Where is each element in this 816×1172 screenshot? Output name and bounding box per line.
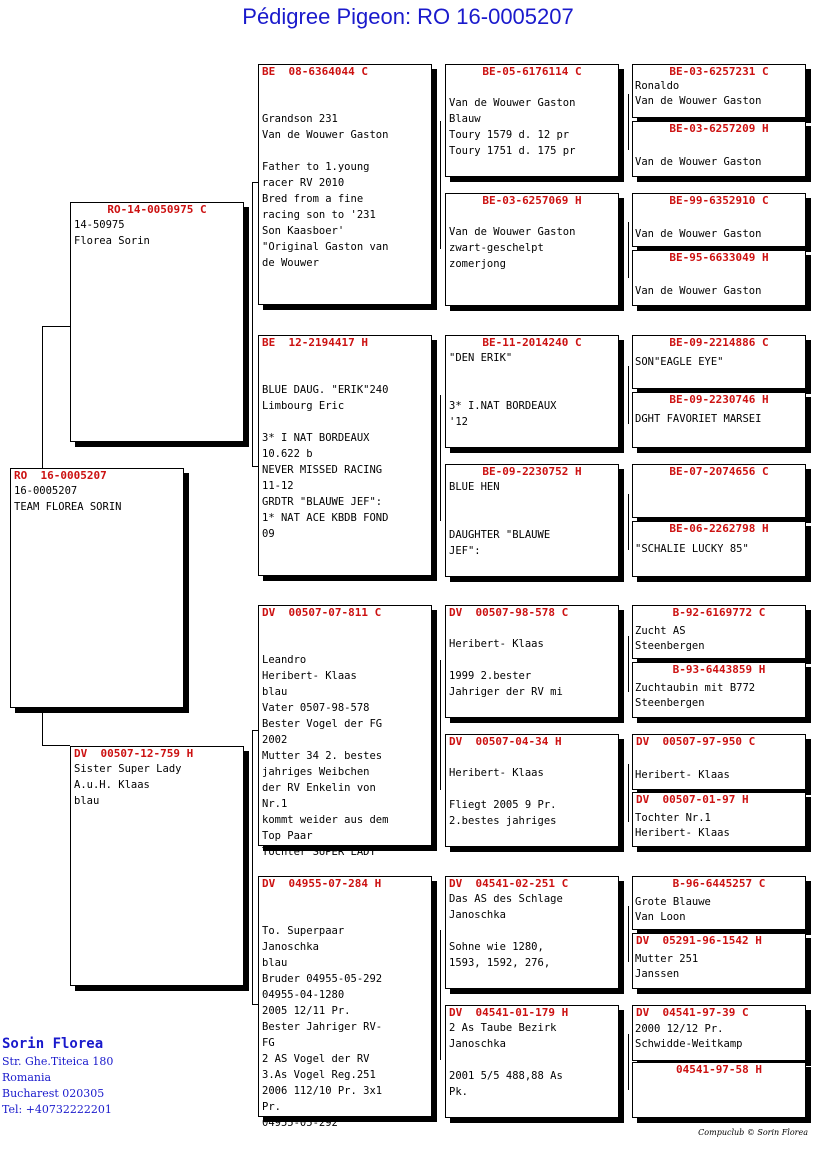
pigeon-card-g6: BE-09-2230746 H DGHT FAVORIET MARSEI: [632, 392, 806, 448]
pigeon-info: 2 As Taube Bezirk Janoschka 2001 5/5 488,88 As Pk.: [449, 1022, 563, 1098]
ring-number: BE-95-6633049 H: [669, 251, 769, 264]
pigeon-card-subject: [10, 468, 184, 708]
ring-number: DV 00507-04-34 H: [449, 735, 562, 748]
pigeon-card-g8: BE-06-2262798 H "SCHALIE LUCKY 85": [632, 521, 806, 577]
ring-number: BE-05-6176114 C: [482, 65, 582, 78]
ring-number: DV 04541-97-39 C: [636, 1006, 749, 1019]
pigeon-info: Heribert- Klaas 1999 2.bester Jahriger der RV mi: [449, 638, 563, 698]
owner-name: Sorin Florea: [2, 1036, 104, 1052]
ring-number: DV 00507-01-97 H: [636, 793, 749, 806]
pigeon-info: BLUE HEN DAUGHTER "BLAUWE JEF":: [449, 481, 551, 557]
pigeon-card-dam-sire: [258, 605, 432, 858]
ring-number: BE 08-6364044 C: [262, 65, 368, 78]
connector-line: [628, 366, 629, 424]
connector-line: [440, 930, 441, 1060]
pigeon-card-ddd: [445, 1005, 619, 1118]
ring-number: BE-09-2230746 H: [669, 393, 769, 406]
pigeon-card-sss: [445, 64, 619, 177]
ring-number: RO-14-0050975 C: [107, 203, 207, 216]
pigeon-card-g2: BE-03-6257209 H Van de Wouwer Gaston: [632, 121, 806, 177]
pigeon-card-g4: BE-95-6633049 H Van de Wouwer Gaston: [632, 250, 806, 306]
ring-number: BE-09-2230752 H: [482, 465, 582, 478]
ring-number: DV 00507-07-811 C: [262, 606, 382, 619]
pigeon-info: Van de Wouwer Gaston Blauw Toury 1579 d. 12 pr Toury 1751 d. 175 pr: [449, 97, 576, 157]
owner-address-line: Romania: [2, 1071, 52, 1084]
connector-line: [440, 660, 441, 790]
page-title: Pédigree Pigeon: RO 16-0005207: [242, 4, 574, 29]
ring-number: B-93-6443859 H: [672, 663, 766, 676]
pigeon-card-sdd: [445, 464, 619, 577]
connector-line: [252, 182, 253, 466]
ring-number: 04541-97-58 H: [675, 1063, 763, 1076]
owner-address-line: Bucharest 020305: [2, 1087, 105, 1100]
pigeon-card-sire-sire: [258, 64, 432, 305]
pigeon-info: BLUE DAUG. "ERIK"240 Limbourg Eric 3* I NAT BORDEAUX 10.622 b NEVER MISSED RACING 11-12 GRDTR "BLAUWE JEF": 1* NAT ACE KBDB FOND 09: [262, 384, 389, 540]
pigeon-card-sds: [445, 335, 619, 448]
pigeon-card-g10: B-93-6443859 H Zuchtaubin mit B772 Steenbergen: [632, 662, 806, 718]
pigeon-card-dss: [445, 605, 619, 718]
ring-number: B-96-6445257 C: [672, 877, 766, 890]
pigeon-info: Das AS des Schlage Janoschka Sohne wie 1280, 1593, 1592, 276,: [449, 893, 563, 969]
pigeon-card-sire-dam: [258, 335, 432, 576]
connector-line: [252, 730, 253, 1004]
ring-number: DV 05291-96-1542 H: [636, 934, 762, 947]
pigeon-info: Sister Super Lady A.u.H. Klaas blau: [74, 763, 182, 807]
pigeon-card-g7: [632, 464, 806, 518]
pigeon-card-g5: BE-09-2214886 C SON"EAGLE EYE": [632, 335, 806, 389]
ring-number: DV 04541-01-179 H: [449, 1006, 569, 1019]
connector-line: [628, 636, 629, 692]
ring-number: DV 00507-97-950 C: [636, 735, 756, 748]
ring-number: BE-06-2262798 H: [669, 522, 769, 535]
pigeon-card-ssd: [445, 193, 619, 306]
pigeon-card-g13: B-96-6445257 C Grote Blauwe Van Loon: [632, 876, 806, 930]
ring-number: BE-03-6257231 C: [669, 65, 769, 78]
pigeon-card-g16: [632, 1062, 806, 1118]
pigeon-card-dds: [445, 876, 619, 989]
connector-line: [628, 222, 629, 278]
ring-number: BE-09-2214886 C: [669, 336, 769, 349]
connector-line: [440, 121, 441, 249]
connector-line: [42, 745, 70, 746]
pigeon-info: 16-0005207 TEAM FLOREA SORIN: [14, 485, 122, 513]
pigeon-info: Heribert- Klaas Fliegt 2005 9 Pr. 2.bestes jahriges: [449, 767, 557, 827]
pigeon-card-g1: BE-03-6257231 C Ronaldo Van de Wouwer Gaston: [632, 64, 806, 118]
pigeon-card-g14: DV 05291-96-1542 H Mutter 251 Janssen: [632, 933, 806, 989]
pigeon-info: 14-50975 Florea Sorin: [74, 219, 150, 247]
ring-number: RO 16-0005207: [14, 469, 107, 482]
pigeon-card-g9: B-92-6169772 C Zucht AS Steenbergen: [632, 605, 806, 659]
pigeon-card-dsd: [445, 734, 619, 847]
connector-line: [42, 326, 70, 327]
ring-number: DV 00507-98-578 C: [449, 606, 569, 619]
pigeon-info: Grandson 231 Van de Wouwer Gaston Father to 1.young racer RV 2010 Bred from a fine racing son to '231 Son Kaasboer' "Original Gaston van de Wouwer: [262, 113, 389, 269]
owner-info: [2, 1034, 113, 1118]
pigeon-card-sire: [70, 202, 244, 442]
connector-line: [628, 1034, 629, 1090]
connector-line: [628, 94, 629, 150]
pigeon-info: Leandro Heribert- Klaas blau Vater 0507-98-578 Bester Vogel der FG 2002 Mutter 34 2. bestes jahriges Weibchen der RV Enkelin von Nr.1 kommt weider aus dem Top Paar Tochter SUPER LADY: [262, 654, 389, 858]
credit-text: Compuclub © Sorin Florea: [698, 1128, 808, 1137]
ring-number: BE-07-2074656 C: [669, 465, 769, 478]
ring-number: B-92-6169772 C: [672, 606, 766, 619]
pigeon-card-g15: DV 04541-97-39 C 2000 12/12 Pr. Schwidde-Weitkamp: [632, 1005, 806, 1061]
pigeon-card-dam-dam: [258, 876, 432, 1129]
owner-phone: Tel: +40732222201: [2, 1103, 112, 1116]
pigeon-info: "DEN ERIK" 3* I.NAT BORDEAUX '12: [449, 352, 557, 428]
ring-number: BE-11-2014240 C: [482, 336, 582, 349]
ring-number: DV 00507-12-759 H: [74, 747, 194, 760]
pigeon-info: To. Superpaar Janoschka blau Bruder 04955-05-292 04955-04-1280 2005 12/11 Pr. Bester Jahriger RV- FG 2 AS Vogel der RV 3.As Vogel Reg.251 2006 112/10 Pr. 3x1 Pr. 04955-05-292: [262, 925, 383, 1129]
pigeon-card-g3: BE-99-6352910 C Van de Wouwer Gaston: [632, 193, 806, 247]
ring-number: BE-99-6352910 C: [669, 194, 769, 207]
ring-number: BE 12-2194417 H: [262, 336, 368, 349]
ring-number: DV 04541-02-251 C: [449, 877, 569, 890]
ring-number: BE-03-6257069 H: [482, 194, 582, 207]
connector-line: [628, 764, 629, 822]
ring-number: BE-03-6257209 H: [669, 122, 769, 135]
pigeon-info: Van de Wouwer Gaston zwart-geschelpt zomerjong: [449, 226, 576, 270]
pigeon-card-g12: DV 00507-01-97 H Tochter Nr.1 Heribert- Klaas: [632, 792, 806, 847]
owner-address-line: Str. Ghe.Titeica 180: [2, 1055, 114, 1068]
pigeon-card-dam: [70, 746, 244, 986]
pigeon-card-g11: DV 00507-97-950 C Heribert- Klaas: [632, 734, 806, 790]
connector-line: [440, 395, 441, 521]
connector-line: [628, 906, 629, 962]
connector-line: [628, 494, 629, 550]
ring-number: DV 04955-07-284 H: [262, 877, 382, 890]
